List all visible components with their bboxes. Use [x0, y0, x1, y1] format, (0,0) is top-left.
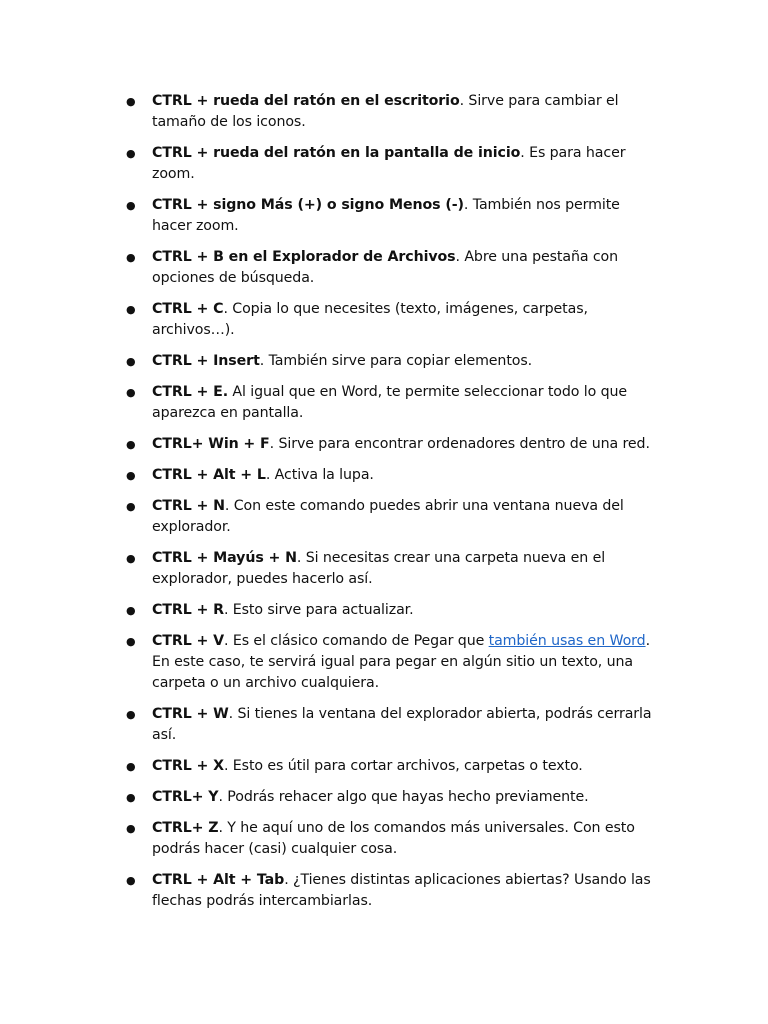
- bullet-icon: ●: [126, 708, 136, 721]
- shortcut-key: CTRL + W: [152, 706, 229, 722]
- list-item: [122, 631, 662, 694]
- list-item: [122, 818, 662, 860]
- shortcut-description: . Si necesitas crear una carpeta nueva en el explorador, puedes hacerlo así.: [152, 550, 606, 587]
- bullet-icon: ●: [126, 552, 136, 565]
- shortcut-key: CTRL + N: [152, 498, 225, 514]
- shortcut-key: CTRL + rueda del ratón en el escritorio: [152, 93, 460, 109]
- list-item: [122, 600, 662, 621]
- shortcut-description: . Podrás rehacer algo que hayas hecho previamente.: [218, 789, 589, 805]
- shortcut-description: . Copia lo que necesites (texto, imágenes, carpetas, archivos…).: [152, 301, 588, 338]
- bullet-icon: ●: [126, 438, 136, 451]
- shortcut-description-start: . Es el clásico comando de Pegar que: [224, 633, 489, 649]
- word-link[interactable]: también usas en Word: [488, 633, 646, 649]
- shortcut-key: CTRL+ Win + F: [152, 436, 270, 452]
- shortcut-description: . Abre una pestaña con opciones de búsqueda.: [152, 249, 619, 286]
- list-item: [122, 496, 662, 538]
- list-item: [122, 704, 662, 746]
- shortcut-key: CTRL + V: [152, 633, 225, 649]
- bullet-icon: ●: [126, 386, 136, 399]
- bullet-icon: ●: [126, 760, 136, 773]
- bullet-icon: ●: [126, 251, 136, 264]
- shortcut-key: CTRL+ Z: [152, 820, 219, 836]
- list-item: [122, 382, 662, 424]
- document-page: [122, 91, 662, 922]
- list-item: [122, 787, 662, 808]
- bullet-icon: ●: [126, 147, 136, 160]
- shortcut-key: CTRL + B en el Explorador de Archivos: [152, 249, 456, 265]
- shortcut-description: . En este caso, te servirá igual para pegar en algún sitio un texto, una carpeta o un archivo cualquiera.: [152, 633, 650, 691]
- shortcut-key: CTRL + Alt + Tab: [152, 872, 285, 888]
- bullet-icon: ●: [126, 791, 136, 804]
- shortcut-key: CTRL + E.: [152, 384, 229, 400]
- list-item: [122, 143, 662, 185]
- shortcut-description: . Y he aquí uno de los comandos más universales. Con esto podrás hacer (casi) cualquier cosa.: [152, 820, 635, 857]
- shortcut-key: CTRL + Insert: [152, 353, 260, 369]
- bullet-icon: ●: [126, 635, 136, 648]
- shortcut-key: CTRL + Mayús + N: [152, 550, 297, 566]
- list-item: [122, 548, 662, 590]
- shortcut-description: . Activa la lupa.: [265, 467, 374, 483]
- shortcut-description: . Esto es útil para cortar archivos, carpetas o texto.: [223, 758, 583, 774]
- shortcut-description: Al igual que en Word, te permite seleccionar todo lo que aparezca en pantalla.: [152, 384, 628, 421]
- shortcut-key: CTRL + R: [152, 602, 224, 618]
- shortcut-description: . Esto sirve para actualizar.: [223, 602, 414, 618]
- bullet-icon: ●: [126, 199, 136, 212]
- bullet-icon: ●: [126, 874, 136, 887]
- shortcut-key: CTRL+ Y: [152, 789, 219, 805]
- shortcut-key: CTRL + signo Más (+) o signo Menos (-): [152, 197, 464, 213]
- shortcut-description: . Es para hacer zoom.: [152, 145, 626, 182]
- shortcut-description: . ¿Tienes distintas aplicaciones abiertas? Usando las flechas podrás intercambiarlas.: [152, 872, 651, 909]
- list-item: [122, 351, 662, 372]
- shortcut-description: . También nos permite hacer zoom.: [152, 197, 620, 234]
- shortcut-key: CTRL + C: [152, 301, 224, 317]
- shortcut-description: . Con este comando puedes abrir una ventana nueva del explorador.: [152, 498, 624, 535]
- bullet-icon: ●: [126, 303, 136, 316]
- shortcut-key: CTRL + X: [152, 758, 224, 774]
- shortcut-key: CTRL + rueda del ratón en la pantalla de inicio: [152, 145, 521, 161]
- list-item: [122, 465, 662, 486]
- bullet-icon: ●: [126, 500, 136, 513]
- shortcut-list: [122, 91, 662, 912]
- list-item: [122, 756, 662, 777]
- shortcut-description: . También sirve para copiar elementos.: [259, 353, 533, 369]
- bullet-icon: ●: [126, 604, 136, 617]
- shortcut-description: . Sirve para cambiar el tamaño de los iconos.: [152, 93, 619, 130]
- list-item: [122, 91, 662, 133]
- shortcut-key: CTRL + Alt + L: [152, 467, 266, 483]
- bullet-icon: ●: [126, 822, 136, 835]
- shortcut-description: . Sirve para encontrar ordenadores dentro de una red.: [269, 436, 650, 452]
- list-item: [122, 247, 662, 289]
- list-item: [122, 434, 662, 455]
- list-item: [122, 299, 662, 341]
- list-item: [122, 195, 662, 237]
- bullet-icon: ●: [126, 95, 136, 108]
- bullet-icon: ●: [126, 355, 136, 368]
- shortcut-description: . Si tienes la ventana del explorador abierta, podrás cerrarla así.: [152, 706, 652, 743]
- bullet-icon: ●: [126, 469, 136, 482]
- list-item: [122, 870, 662, 912]
